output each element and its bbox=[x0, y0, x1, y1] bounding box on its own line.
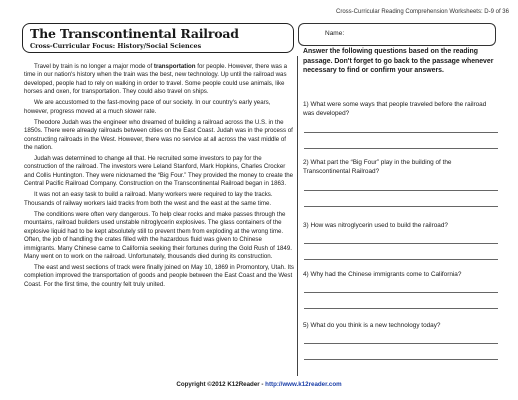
answer-line[interactable] bbox=[304, 190, 498, 191]
page-title: The Transcontinental Railroad bbox=[30, 26, 239, 41]
column-divider bbox=[297, 56, 298, 376]
series-label: Cross-Curricular Reading Comprehension Worksheets: D-9 of 36 bbox=[336, 9, 509, 15]
answer-line[interactable] bbox=[304, 148, 498, 149]
question-3: 3) How was nitroglycerin used to build the railroad? bbox=[303, 222, 448, 229]
passage-paragraph-7: The east and west sections of track were finally joined on May 10, 1869 in Promontory, Utah. Its completion improved the transportation of goods and people between the East Coast and the West Coast. For the first time, the country felt truly united. bbox=[24, 263, 294, 288]
answer-line[interactable] bbox=[304, 243, 498, 244]
name-label: Name: bbox=[325, 30, 345, 37]
reading-passage bbox=[24, 63, 294, 292]
footer bbox=[0, 381, 518, 388]
passage-paragraph-2: We are accustomed to the fast-moving pace of our society. In our country's early years, however, progress moved at a much slower rate. bbox=[24, 99, 271, 115]
focus-subtitle: Cross-Curricular Focus: History/Social Sciences bbox=[30, 42, 202, 50]
passage-text: for people. However, there was a time in our nation's history when the train was the best, new technology. Up until the railroad was developed, people had to rely on walking in order to travel. Some people could use animals, like horses and oxen, for transportation. They could also travel on ships. bbox=[24, 63, 288, 96]
title-box bbox=[22, 23, 294, 53]
question-4: 4) Why had the Chinese immigrants come to California? bbox=[303, 271, 462, 278]
answer-line[interactable] bbox=[304, 292, 498, 293]
copyright-text: Copyright ©2012 K12Reader - bbox=[176, 381, 266, 388]
answer-line[interactable] bbox=[304, 259, 498, 260]
passage-paragraph-4: Judah was determined to change all that. He recruited some investors to pay for the construction of the railroad. The investors were Leland Stanford, Mark Hopkins, Charles Crocker and Collis Huntington. They were nicknamed the “Big Four.” They provided the money to create the Central Pacific Railroad Company. Construction on the Transcontinental Railroad began in 1863. bbox=[24, 155, 294, 188]
passage-text: Travel by train is no longer a major mode of bbox=[34, 63, 154, 70]
passage-paragraph-3: Theodore Judah was the engineer who dreamed of building a railroad across the U.S. in the 1850s. There were already railroads between cities on the East Coast. Judah was in the process of constructing railroads in the West. However, there was no service at all across the vast middle of the nation. bbox=[24, 118, 293, 152]
instructions: Answer the following questions based on the reading passage. Don't forget to go back to the passage whenever necessary to find or confirm your answers. bbox=[303, 48, 494, 74]
answer-line[interactable] bbox=[304, 343, 498, 344]
answer-line[interactable] bbox=[304, 308, 498, 309]
answer-line[interactable] bbox=[304, 132, 498, 133]
passage-paragraph-6: The conditions were often very dangerous. To help clear rocks and make passes through the mountains, railroad builders used unstable nitroglycerin explosives. The glass containers of the explosive liquid had to be kept absolutely still to prevent them from exploding at the wrong time. Often, the job of handling the crates filled with the hazardous fluid was given to Chinese immigrants. Many Chinese came to California seeking their fortunes during the Gold Rush of 1849. Many went on to work on the railroad. Unfortunately, thousands died during its construction. bbox=[24, 210, 292, 261]
answer-line[interactable] bbox=[304, 206, 498, 207]
question-1: 1) What were some ways that people traveled before the railroad was developed? bbox=[303, 101, 487, 117]
footer-link[interactable]: http://www.k12reader.com bbox=[265, 381, 342, 388]
passage-paragraph-1 bbox=[24, 63, 294, 97]
question-5: 5) What do you think is a new technology today? bbox=[303, 322, 441, 329]
answer-line[interactable] bbox=[304, 359, 498, 360]
passage-paragraph-5: It was not an easy task to build a railroad. Many workers were required to lay the tracks. Thousands of railway workers laid tracks from both the west and the east at the same time. bbox=[24, 191, 273, 207]
name-box bbox=[298, 23, 496, 46]
bold-term: transportation bbox=[153, 63, 196, 70]
question-2: 2) What part the “Big Four” play in the building of the Transcontinental Railroad? bbox=[303, 159, 452, 175]
